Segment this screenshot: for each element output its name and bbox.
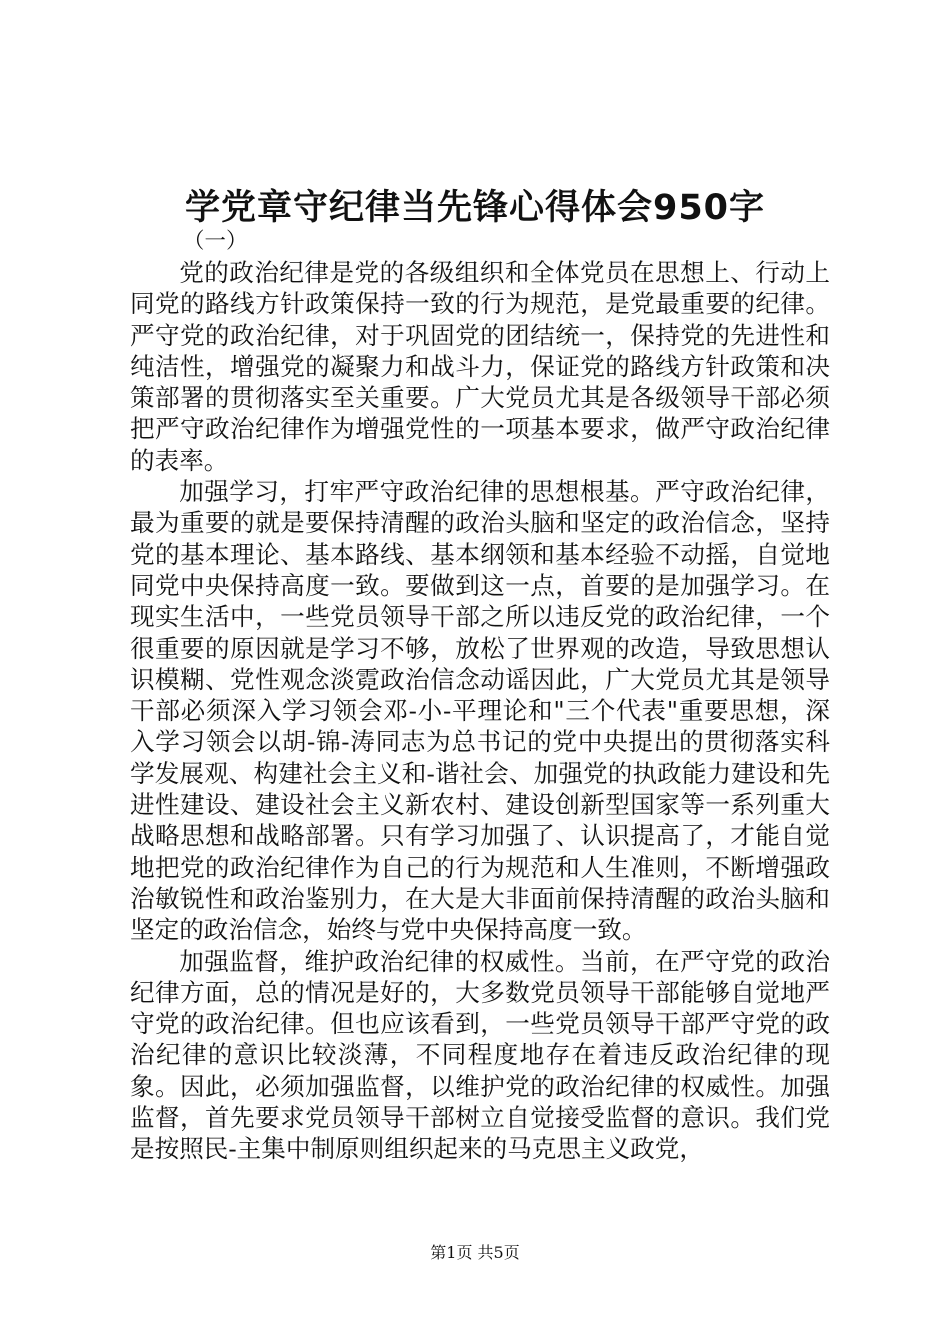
document-body <box>130 227 830 1165</box>
document-title: 学党章守纪律当先锋心得体会950字 <box>184 188 766 228</box>
paragraph-strengthen-study: 加强学习，打牢严守政治纪律的思想根基。严守政治纪律，最为重要的就是要保持清醒的政治头脑和坚定的政治信念，坚持党的基本理论、基本路线、基本纲领和基本经验不动摇，自觉地同党中央保持高度一致。要做到这一点，首要的是加强学习。在现实生活中，一些党员领导干部之所以违反党的政治纪律，一个很重要的原因就是学习不够，放松了世界观的改造，导致思想认识模糊、党性观念淡霓政治信念动谣因此，广大党员尤其是领导干部必须深入学习领会邓-小-平理论和"三个代表"重要思想，深入学习领会以胡-锦-涛同志为总书记的党中央提出的贯彻落实科学发展观、构建社会主义和-谐社会、加强党的执政能力建设和先进性建设、建设社会主义新农村、建设创新型国家等一系列重大战略思想和战略部署。只有学习加强了、认识提高了，才能自觉地把党的政治纪律作为自己的行为规范和人生准则，不断增强政治敏锐性和政治鉴别力，在大是大非面前保持清醒的政治头脑和坚定的政治信念，始终与党中央保持高度一致。 <box>130 477 830 945</box>
section-label: （一） <box>183 229 248 254</box>
paragraph-political-discipline: 党的政治纪律是党的各级组织和全体党员在思想上、行动上同党的路线方针政策保持一致的行为规范，是党最重要的纪律。严守党的政治纪律，对于巩固党的团结统一，保持党的先进性和纯洁性，增强党的凝聚力和战斗力，保证党的路线方针政策和决策部署的贯彻落实至关重要。广大党员尤其是各级领导干部必须把严守政治纪律作为增强党性的一项基本要求，做严守政治纪律的表率。 <box>130 258 830 475</box>
paragraph-strengthen-supervision: 加强监督，维护政治纪律的权威性。当前，在严守党的政治纪律方面，总的情况是好的，大多数党员领导干部能够自觉地严守党的政治纪律。但也应该看到，一些党员领导干部严守党的政治纪律的意识比较淡薄，不同程度地存在着违反政治纪律的现象。因此，必须加强监督，以维护党的政治纪律的权威性。加强监督，首先要求党员领导干部树立自觉接受监督的意识。我们党是按照民-主集中制原则组织起来的马克思主义政党， <box>130 946 830 1164</box>
page-footer: 第1页 共5页 <box>430 1243 520 1262</box>
